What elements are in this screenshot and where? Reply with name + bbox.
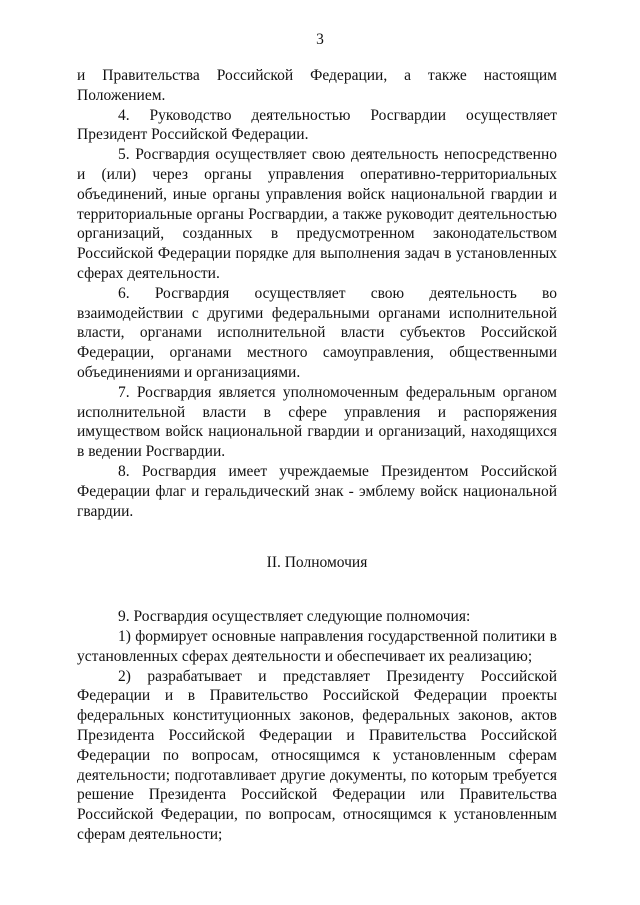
paragraph-item-5: 5. Росгвардия осуществляет свою деятельность непосредственно и (или) через органы управления оперативно-территориальных объединений, иные органы управления войск национальной гвардии и территориальные органы Росгвардии, а также руководит деятельностью организаций, созданных в предусмотренном законодательством Российской Федерации порядке для выполнения задач в установленных сферах деятельности. (77, 146, 557, 282)
paragraph-subitem-2: 2) разрабатывает и представляет Президенту Российской Федерации и в Правительство Российской Федерации проекты федеральных конституционных законов, федеральных законов, актов Президента Российской Федерации и Правительства Российской Федерации по вопросам, относящимся к установленным сферам деятельности; подготавливает другие документы, по которым требуется решение Президента Российской Федерации или Правительства Российской Федерации, по вопросам, относящимся к установленным сферам деятельности; (77, 667, 557, 843)
document-body (77, 66, 557, 845)
paragraph-continuation: и Правительства Российской Федерации, а также настоящим Положением. (77, 67, 557, 104)
paragraph-item-9: 9. Росгвардия осуществляет следующие полномочия: (118, 608, 471, 626)
paragraph-item-8: 8. Росгвардия имеет учреждаемые Президентом Российской Федерации флаг и геральдический знак - эмблему войск национальной гвардии. (77, 462, 557, 520)
page-number: 3 (316, 31, 324, 48)
section-heading: II. Полномочия (266, 554, 368, 572)
paragraph-item-7: 7. Росгвардия является уполномоченным федеральным органом исполнительной власти в сфере управления и распоряжения имуществом войск национальной гвардии и организаций, находящихся в ведении Росгвардии. (77, 383, 557, 461)
paragraph-item-6: 6. Росгвардия осуществляет свою деятельность во взаимодействии с другими федеральными органами исполнительной власти, органами исполнительной власти субъектов Российской Федерации, органами местного самоуправления, общественными объединениями и организациями. (77, 284, 557, 381)
paragraph-subitem-1: 1) формирует основные направления государственной политики в установленных сферах деятельности и обеспечивает их реализацию; (77, 627, 557, 665)
paragraph-item-4: 4. Руководство деятельностью Росгвардии осуществляет Президент Российской Федерации. (77, 106, 557, 144)
